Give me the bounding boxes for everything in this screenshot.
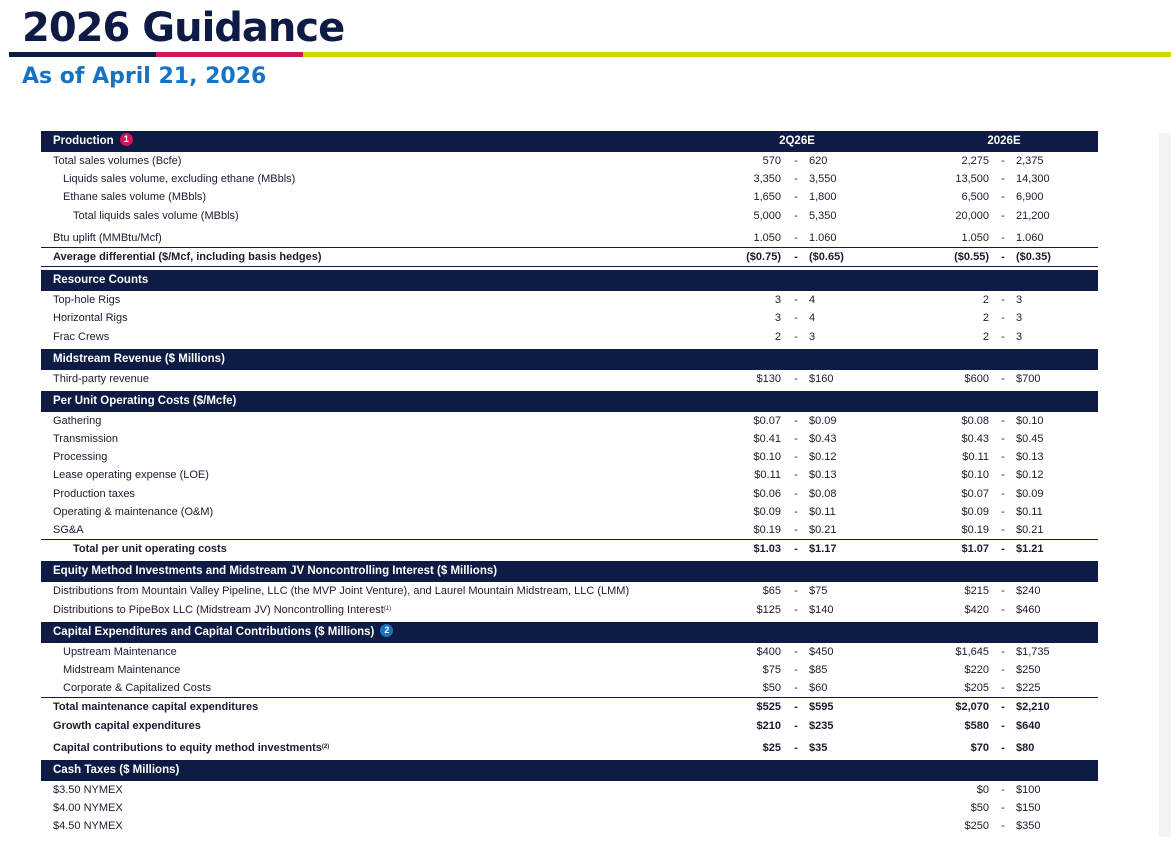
range-dash: - [794, 209, 798, 222]
range-dash: - [794, 250, 798, 263]
value-2026e-low: $1,645 [955, 645, 989, 658]
range-dash: - [1001, 524, 1005, 536]
value-2q26e-low: 3 [774, 312, 781, 325]
table-row [41, 643, 1098, 661]
value-2q26e-low: $0.07 [753, 414, 781, 427]
footnote-marker: (1) [383, 605, 392, 612]
title-rule-lime [303, 52, 1171, 57]
row-label: Operating & maintenance (O&M) [53, 505, 214, 518]
value-2026e-high: ($0.35) [1016, 250, 1051, 263]
table-row-total [41, 697, 1098, 716]
value-2q26e-high: 3,550 [809, 173, 837, 186]
value-2026e-low: 2 [982, 294, 989, 307]
value-2026e-low: $70 [970, 741, 989, 754]
value-2q26e-low: $525 [756, 701, 781, 714]
value-2q26e-low: $125 [756, 603, 781, 616]
value-2026e-high: 1.060 [1016, 231, 1044, 244]
value-2q26e-low: $0.06 [753, 487, 781, 500]
value-2026e-low: $215 [964, 585, 989, 598]
section-title: Midstream Revenue ($ Millions) [53, 352, 225, 365]
value-2q26e-high: $0.12 [809, 451, 837, 464]
value-2026e-low: $0.08 [961, 414, 989, 427]
range-dash: - [794, 543, 798, 556]
value-2q26e-low: 1.050 [753, 231, 781, 244]
range-dash: - [794, 524, 798, 536]
value-2026e-low: $420 [964, 603, 989, 616]
value-2q26e-low: 570 [762, 155, 781, 167]
value-2q26e-high: $0.13 [809, 469, 837, 482]
value-2026e-low: 6,500 [961, 191, 989, 204]
section-header-production [41, 131, 1098, 152]
range-dash: - [794, 487, 798, 500]
value-2026e-low: $0.07 [961, 487, 989, 500]
value-2026e-low: $0.09 [961, 505, 989, 518]
row-label: Total maintenance capital expenditures [53, 701, 259, 714]
range-dash: - [1001, 487, 1005, 500]
range-dash: - [1001, 414, 1005, 427]
section-title: Equity Method Investments and Midstream JV Noncontrolling Interest ($ Millions) [53, 565, 498, 578]
section-title: Cash Taxes ($ Millions) [53, 763, 180, 776]
value-2026e-high: $0.10 [1016, 414, 1044, 427]
value-2q26e-low: $50 [762, 682, 781, 695]
table-row [41, 582, 1098, 600]
range-dash: - [794, 603, 798, 616]
section-header-operating-costs [41, 391, 1098, 412]
row-label: Lease operating expense (LOE) [53, 469, 209, 482]
value-2q26e-high: $140 [809, 603, 834, 616]
value-2q26e-high: $0.08 [809, 487, 837, 500]
row-label: Average differential ($/Mcf, including basis hedges) [53, 250, 322, 263]
table-row [41, 291, 1098, 309]
value-2026e-low: $2,070 [955, 701, 989, 714]
value-2q26e-high: $60 [809, 682, 828, 695]
range-dash: - [1001, 645, 1005, 658]
range-dash: - [794, 645, 798, 658]
value-2026e-high: $100 [1016, 783, 1041, 796]
table-row [41, 466, 1098, 484]
value-2q26e-high: 4 [809, 294, 816, 307]
row-label: Production taxes [53, 487, 135, 500]
table-row [41, 207, 1098, 225]
value-2q26e-low: 1,650 [753, 191, 781, 204]
value-2026e-high: $80 [1016, 741, 1035, 754]
footnote-badge-2: 2 [380, 624, 393, 637]
range-dash: - [794, 433, 798, 446]
range-dash: - [1001, 741, 1005, 754]
value-2026e-high: $460 [1016, 603, 1041, 616]
row-label: Liquids sales volume, excluding ethane (MBbls) [63, 173, 296, 186]
range-dash: - [794, 585, 798, 598]
value-2026e-high: $0.45 [1016, 433, 1044, 446]
range-dash: - [794, 294, 798, 307]
range-dash: - [1001, 585, 1005, 598]
value-2q26e-low: $400 [756, 645, 781, 658]
table-row [41, 503, 1098, 521]
range-dash: - [1001, 294, 1005, 307]
value-2q26e-high: 620 [809, 155, 828, 167]
value-2026e-high: 14,300 [1016, 173, 1050, 186]
value-2026e-high: 2,375 [1016, 155, 1044, 167]
table-row [41, 188, 1098, 206]
range-dash: - [1001, 312, 1005, 325]
table-row-total [41, 739, 1098, 757]
value-2026e-low: 20,000 [955, 209, 989, 222]
range-dash: - [1001, 433, 1005, 446]
value-2026e-low: $0.43 [961, 433, 989, 446]
section-header-capital-expenditures [41, 622, 1098, 643]
row-label: Ethane sales volume (MBbls) [63, 191, 207, 204]
value-2026e-high: $2,210 [1016, 701, 1050, 714]
row-label: Processing [53, 451, 108, 464]
value-2q26e-low: $0.09 [753, 505, 781, 518]
row-label: Horizontal Rigs [53, 312, 128, 325]
value-2026e-low: $580 [964, 719, 989, 732]
value-2q26e-low: $25 [762, 741, 781, 754]
column-header-2026e: 2026E [987, 135, 1021, 147]
value-2026e-low: 2,275 [961, 155, 989, 167]
row-label: Distributions to PipeBox LLC (Midstream JV) Noncontrolling Interest [53, 603, 384, 616]
range-dash: - [794, 155, 798, 167]
range-dash: - [1001, 330, 1005, 343]
section-header-equity-method [41, 561, 1098, 582]
value-2026e-high: $240 [1016, 585, 1041, 598]
value-2q26e-high: $1.17 [809, 543, 837, 556]
value-2q26e-low: $0.11 [754, 469, 781, 482]
table-row [41, 152, 1098, 170]
value-2026e-high: $0.11 [1016, 505, 1043, 518]
row-label: Total per unit operating costs [73, 543, 227, 556]
value-2026e-low: $0.10 [961, 469, 989, 482]
value-2q26e-high: $235 [809, 719, 834, 732]
value-2026e-high: 21,200 [1016, 209, 1050, 222]
row-label: Distributions from Mountain Valley Pipeline, LLC (the MVP Joint Venture), and Laurel Mountain Midstream, LLC (LMM) [53, 585, 630, 598]
value-2026e-low: $600 [964, 372, 989, 385]
page-title: 2026 Guidance [22, 5, 345, 51]
range-dash: - [794, 663, 798, 676]
range-dash: - [1001, 701, 1005, 714]
value-2q26e-high: $0.43 [809, 433, 837, 446]
range-dash: - [1001, 231, 1005, 244]
value-2026e-low: $220 [964, 663, 989, 676]
value-2q26e-high: $160 [809, 372, 834, 385]
table-row [41, 412, 1098, 430]
value-2q26e-low: $0.41 [753, 433, 781, 446]
range-dash: - [794, 372, 798, 385]
row-label: Corporate & Capitalized Costs [63, 682, 211, 695]
range-dash: - [1001, 682, 1005, 695]
range-dash: - [1001, 173, 1005, 186]
row-label: $3.50 NYMEX [53, 783, 123, 796]
table-row-total [41, 247, 1098, 267]
value-2026e-high: $350 [1016, 820, 1041, 833]
footnote-marker: (2) [321, 743, 330, 750]
value-2026e-high: $0.13 [1016, 451, 1044, 464]
range-dash: - [1001, 820, 1005, 833]
table-row [41, 309, 1098, 327]
value-2q26e-high: $595 [809, 701, 834, 714]
range-dash: - [794, 469, 798, 482]
value-2026e-low: $50 [970, 802, 989, 815]
range-dash: - [1001, 663, 1005, 676]
value-2q26e-low: $75 [762, 663, 781, 676]
range-dash: - [1001, 603, 1005, 616]
row-label: $4.00 NYMEX [53, 802, 123, 815]
value-2026e-high: $0.12 [1016, 469, 1044, 482]
value-2026e-low: $0 [976, 783, 989, 796]
range-dash: - [1001, 191, 1005, 204]
table-row [41, 781, 1098, 799]
row-label: $4.50 NYMEX [53, 820, 123, 833]
section-header-cash-taxes [41, 760, 1098, 781]
value-2026e-low: 2 [982, 330, 989, 343]
range-dash: - [1001, 505, 1005, 518]
value-2026e-high: 3 [1016, 294, 1023, 307]
range-dash: - [794, 719, 798, 732]
value-2q26e-high: 3 [809, 330, 816, 343]
value-2q26e-low: 3,350 [753, 173, 781, 186]
value-2q26e-high: $85 [809, 663, 828, 676]
value-2026e-high: $250 [1016, 663, 1041, 676]
value-2026e-high: $1,735 [1016, 645, 1050, 658]
table-row [41, 799, 1098, 817]
range-dash: - [1001, 719, 1005, 732]
range-dash: - [794, 414, 798, 427]
value-2026e-low: 2 [982, 312, 989, 325]
table-row-total [41, 717, 1098, 735]
range-dash: - [1001, 543, 1005, 556]
table-row [41, 430, 1098, 448]
value-2026e-high: $640 [1016, 719, 1041, 732]
table-row [41, 328, 1098, 346]
range-dash: - [1001, 802, 1005, 815]
section-header-midstream-revenue [41, 349, 1098, 370]
value-2q26e-high: $35 [809, 741, 828, 754]
range-dash: - [794, 682, 798, 695]
value-2026e-low: $0.19 [961, 524, 989, 536]
value-2026e-high: $0.21 [1016, 524, 1044, 536]
value-2026e-low: $1.07 [961, 543, 989, 556]
value-2q26e-low: 2 [774, 330, 781, 343]
row-label: Capital contributions to equity method investments [53, 741, 322, 754]
range-dash: - [1001, 469, 1005, 482]
range-dash: - [794, 741, 798, 754]
row-label: Btu uplift (MMBtu/Mcf) [53, 231, 162, 244]
table-row-total [41, 539, 1098, 558]
value-2026e-high: $225 [1016, 682, 1041, 695]
table-row [41, 679, 1098, 697]
row-label: Transmission [53, 433, 118, 446]
value-2026e-high: $150 [1016, 802, 1041, 815]
table-row [41, 448, 1098, 466]
title-rule-pink [156, 52, 303, 57]
value-2q26e-low: ($0.75) [746, 250, 781, 263]
range-dash: - [1001, 155, 1005, 167]
value-2q26e-low: 3 [774, 294, 781, 307]
range-dash: - [794, 191, 798, 204]
value-2026e-low: 13,500 [955, 173, 989, 186]
range-dash: - [794, 505, 798, 518]
value-2q26e-high: $450 [809, 645, 834, 658]
table-row [41, 661, 1098, 679]
value-2026e-high: 3 [1016, 330, 1023, 343]
row-label: Frac Crews [53, 330, 110, 343]
range-dash: - [794, 173, 798, 186]
value-2q26e-low: $0.10 [753, 451, 781, 464]
range-dash: - [1001, 209, 1005, 222]
value-2q26e-low: $130 [756, 372, 781, 385]
value-2026e-high: 6,900 [1016, 191, 1044, 204]
value-2q26e-high: ($0.65) [809, 250, 844, 263]
range-dash: - [794, 451, 798, 464]
value-2q26e-high: 4 [809, 312, 816, 325]
range-dash: - [794, 701, 798, 714]
value-2026e-low: $205 [964, 682, 989, 695]
table-row [41, 521, 1098, 539]
value-2q26e-low: $65 [762, 585, 781, 598]
title-rule-navy [9, 52, 156, 57]
row-label: Third-party revenue [53, 372, 149, 385]
table-row [41, 170, 1098, 188]
section-title: Production [53, 135, 114, 147]
range-dash: - [794, 330, 798, 343]
value-2q26e-high: $0.11 [809, 505, 836, 518]
row-label: Upstream Maintenance [63, 645, 177, 658]
value-2q26e-low: $210 [756, 719, 781, 732]
row-label: Midstream Maintenance [63, 663, 181, 676]
guidance-table [41, 131, 1098, 835]
value-2026e-low: $250 [964, 820, 989, 833]
section-title: Capital Expenditures and Capital Contributions ($ Millions) [53, 625, 375, 638]
value-2q26e-high: $75 [809, 585, 828, 598]
page-subtitle: As of April 21, 2026 [22, 64, 267, 89]
footnote-badge-1: 1 [120, 133, 133, 146]
range-dash: - [1001, 783, 1005, 796]
value-2q26e-low: $1.03 [753, 543, 781, 556]
value-2q26e-low: 5,000 [753, 209, 781, 222]
range-dash: - [1001, 451, 1005, 464]
row-label: Growth capital expenditures [53, 719, 201, 732]
value-2026e-low: $0.11 [962, 451, 989, 464]
table-row [41, 370, 1098, 388]
value-2q26e-low: $0.19 [753, 524, 781, 536]
row-label: Top-hole Rigs [53, 294, 121, 307]
table-row [41, 601, 1098, 619]
value-2q26e-high: $0.21 [809, 524, 837, 536]
value-2026e-low: 1.050 [961, 231, 989, 244]
side-panel [1159, 133, 1171, 837]
range-dash: - [794, 312, 798, 325]
column-header-2q26e: 2Q26E [779, 135, 815, 147]
row-label: Total liquids sales volume (MBbls) [73, 209, 239, 222]
value-2026e-high: $700 [1016, 372, 1041, 385]
value-2026e-high: $0.09 [1016, 487, 1044, 500]
table-row [41, 817, 1098, 835]
value-2q26e-high: 5,350 [809, 209, 837, 222]
section-title: Per Unit Operating Costs ($/Mcfe) [53, 394, 237, 407]
row-label: SG&A [53, 524, 84, 536]
section-header-resource-counts [41, 270, 1098, 291]
range-dash: - [1001, 250, 1005, 263]
range-dash: - [794, 231, 798, 244]
value-2q26e-high: 1.060 [809, 231, 837, 244]
value-2026e-low: ($0.55) [954, 250, 989, 263]
value-2026e-high: 3 [1016, 312, 1023, 325]
value-2q26e-high: $0.09 [809, 414, 837, 427]
table-row [41, 229, 1098, 247]
row-label: Total sales volumes (Bcfe) [53, 155, 182, 167]
section-title: Resource Counts [53, 274, 149, 287]
table-row [41, 485, 1098, 503]
value-2q26e-high: 1,800 [809, 191, 837, 204]
row-label: Gathering [53, 414, 102, 427]
range-dash: - [1001, 372, 1005, 385]
value-2026e-high: $1.21 [1016, 543, 1044, 556]
